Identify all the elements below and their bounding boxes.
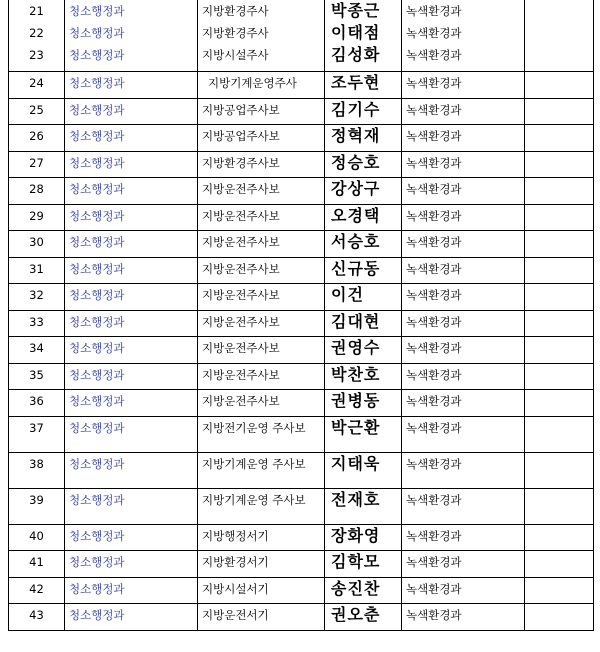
department-cell: 청소행정과: [65, 604, 198, 631]
assigned-office-cell: 녹색환경과: [402, 0, 525, 22]
staff-table: [8, 0, 594, 631]
remarks-cell: [525, 452, 594, 488]
department-cell: 청소행정과: [65, 488, 198, 524]
row-number: 27: [9, 151, 65, 178]
table-row: [9, 551, 594, 578]
table-row: [9, 125, 594, 152]
row-number: 24: [9, 71, 65, 98]
position-title-cell: 지방환경주사: [198, 22, 325, 44]
position-title-cell: 지방기계운영 주사보: [198, 452, 325, 488]
assigned-office-cell: 녹색환경과: [402, 44, 525, 71]
remarks-cell: [525, 416, 594, 452]
position-title-cell: 지방운전주사보: [198, 284, 325, 311]
table-row: [9, 452, 594, 488]
table-row: [9, 363, 594, 390]
row-number: 28: [9, 178, 65, 205]
person-name-cell: 박근환: [325, 416, 402, 452]
remarks-cell: [525, 551, 594, 578]
table-row: [9, 577, 594, 604]
department-cell: 청소행정과: [65, 231, 198, 258]
row-number: 29: [9, 204, 65, 231]
person-name-cell: 정승호: [325, 151, 402, 178]
department-cell: 청소행정과: [65, 310, 198, 337]
table-row: [9, 310, 594, 337]
row-number: 38: [9, 452, 65, 488]
row-number: 31: [9, 257, 65, 284]
remarks-cell: [525, 257, 594, 284]
person-name-cell: 조두현: [325, 71, 402, 98]
person-name-cell: 이태점: [325, 22, 402, 44]
assigned-office-cell: 녹색환경과: [402, 257, 525, 284]
department-cell: 청소행정과: [65, 551, 198, 578]
assigned-office-cell: 녹색환경과: [402, 452, 525, 488]
row-number: 40: [9, 524, 65, 551]
row-number: 23: [9, 44, 65, 71]
position-title-cell: 지방운전주사보: [198, 363, 325, 390]
department-cell: 청소행정과: [65, 416, 198, 452]
table-row: [9, 178, 594, 205]
position-title-cell: 지방공업주사보: [198, 125, 325, 152]
row-number: 36: [9, 390, 65, 417]
remarks-cell: [525, 151, 594, 178]
table-row: [9, 524, 594, 551]
row-number: 30: [9, 231, 65, 258]
remarks-cell: [525, 363, 594, 390]
position-title-cell: 지방기계운영주사: [198, 71, 325, 98]
position-title-cell: 지방시설주사: [198, 44, 325, 71]
assigned-office-cell: 녹색환경과: [402, 151, 525, 178]
assigned-office-cell: 녹색환경과: [402, 71, 525, 98]
row-number: 34: [9, 337, 65, 364]
person-name-cell: 김대현: [325, 310, 402, 337]
table-row: [9, 204, 594, 231]
person-name-cell: 김기수: [325, 98, 402, 125]
row-number: 41: [9, 551, 65, 578]
person-name-cell: 김성화: [325, 44, 402, 71]
person-name-cell: 권오춘: [325, 604, 402, 631]
assigned-office-cell: 녹색환경과: [402, 204, 525, 231]
department-cell: 청소행정과: [65, 71, 198, 98]
assigned-office-cell: 녹색환경과: [402, 551, 525, 578]
department-cell: 청소행정과: [65, 178, 198, 205]
remarks-cell: [525, 0, 594, 22]
assigned-office-cell: 녹색환경과: [402, 178, 525, 205]
assigned-office-cell: 녹색환경과: [402, 524, 525, 551]
remarks-cell: [525, 524, 594, 551]
row-number: 42: [9, 577, 65, 604]
person-name-cell: 박찬호: [325, 363, 402, 390]
department-cell: 청소행정과: [65, 257, 198, 284]
department-cell: 청소행정과: [65, 204, 198, 231]
position-title-cell: 지방환경서기: [198, 551, 325, 578]
table-row: [9, 151, 594, 178]
table-row: [9, 44, 594, 71]
person-name-cell: 장화영: [325, 524, 402, 551]
person-name-cell: 신규동: [325, 257, 402, 284]
department-cell: 청소행정과: [65, 125, 198, 152]
assigned-office-cell: 녹색환경과: [402, 416, 525, 452]
person-name-cell: 송진찬: [325, 577, 402, 604]
row-number: 22: [9, 22, 65, 44]
row-number: 35: [9, 363, 65, 390]
table-row: [9, 0, 594, 22]
staff-table-body: [9, 0, 594, 630]
person-name-cell: 정혁재: [325, 125, 402, 152]
remarks-cell: [525, 310, 594, 337]
remarks-cell: [525, 98, 594, 125]
assigned-office-cell: 녹색환경과: [402, 363, 525, 390]
row-number: 32: [9, 284, 65, 311]
person-name-cell: 서승호: [325, 231, 402, 258]
position-title-cell: 지방환경주사보: [198, 151, 325, 178]
department-cell: 청소행정과: [65, 44, 198, 71]
assigned-office-cell: 녹색환경과: [402, 22, 525, 44]
person-name-cell: 오경택: [325, 204, 402, 231]
remarks-cell: [525, 577, 594, 604]
position-title-cell: 지방공업주사보: [198, 98, 325, 125]
department-cell: 청소행정과: [65, 284, 198, 311]
position-title-cell: 지방운전주사보: [198, 178, 325, 205]
remarks-cell: [525, 178, 594, 205]
assigned-office-cell: 녹색환경과: [402, 231, 525, 258]
remarks-cell: [525, 125, 594, 152]
position-title-cell: 지방운전주사보: [198, 204, 325, 231]
table-row: [9, 390, 594, 417]
assigned-office-cell: 녹색환경과: [402, 125, 525, 152]
department-cell: 청소행정과: [65, 151, 198, 178]
position-title-cell: 지방환경주사: [198, 0, 325, 22]
remarks-cell: [525, 488, 594, 524]
department-cell: 청소행정과: [65, 337, 198, 364]
remarks-cell: [525, 44, 594, 71]
department-cell: 청소행정과: [65, 98, 198, 125]
row-number: 39: [9, 488, 65, 524]
row-number: 37: [9, 416, 65, 452]
person-name-cell: 이건: [325, 284, 402, 311]
remarks-cell: [525, 22, 594, 44]
table-row: [9, 604, 594, 631]
person-name-cell: 박종근: [325, 0, 402, 22]
row-number: 21: [9, 0, 65, 22]
assigned-office-cell: 녹색환경과: [402, 488, 525, 524]
row-number: 26: [9, 125, 65, 152]
remarks-cell: [525, 390, 594, 417]
row-number: 25: [9, 98, 65, 125]
assigned-office-cell: 녹색환경과: [402, 577, 525, 604]
position-title-cell: 지방운전주사보: [198, 257, 325, 284]
remarks-cell: [525, 71, 594, 98]
department-cell: 청소행정과: [65, 524, 198, 551]
assigned-office-cell: 녹색환경과: [402, 390, 525, 417]
table-row: [9, 284, 594, 311]
remarks-cell: [525, 284, 594, 311]
assigned-office-cell: 녹색환경과: [402, 98, 525, 125]
table-row: [9, 71, 594, 98]
person-name-cell: 지태욱: [325, 452, 402, 488]
department-cell: 청소행정과: [65, 390, 198, 417]
position-title-cell: 지방운전주사보: [198, 390, 325, 417]
row-number: 33: [9, 310, 65, 337]
department-cell: 청소행정과: [65, 22, 198, 44]
department-cell: 청소행정과: [65, 577, 198, 604]
assigned-office-cell: 녹색환경과: [402, 284, 525, 311]
table-row: [9, 257, 594, 284]
department-cell: 청소행정과: [65, 452, 198, 488]
table-row: [9, 488, 594, 524]
position-title-cell: 지방운전주사보: [198, 337, 325, 364]
assigned-office-cell: 녹색환경과: [402, 310, 525, 337]
person-name-cell: 전재호: [325, 488, 402, 524]
remarks-cell: [525, 231, 594, 258]
person-name-cell: 강상구: [325, 178, 402, 205]
position-title-cell: 지방운전주사보: [198, 231, 325, 258]
position-title-cell: 지방운전주사보: [198, 310, 325, 337]
remarks-cell: [525, 337, 594, 364]
position-title-cell: 지방운전서기: [198, 604, 325, 631]
remarks-cell: [525, 604, 594, 631]
assigned-office-cell: 녹색환경과: [402, 604, 525, 631]
department-cell: 청소행정과: [65, 0, 198, 22]
position-title-cell: 지방시설서기: [198, 577, 325, 604]
person-name-cell: 김학모: [325, 551, 402, 578]
position-title-cell: 지방기계운영 주사보: [198, 488, 325, 524]
person-name-cell: 권병동: [325, 390, 402, 417]
department-cell: 청소행정과: [65, 363, 198, 390]
position-title-cell: 지방행정서기: [198, 524, 325, 551]
position-title-cell: 지방전기운영 주사보: [198, 416, 325, 452]
table-row: [9, 416, 594, 452]
remarks-cell: [525, 204, 594, 231]
table-row: [9, 337, 594, 364]
table-row: [9, 98, 594, 125]
table-row: [9, 22, 594, 44]
person-name-cell: 권영수: [325, 337, 402, 364]
assigned-office-cell: 녹색환경과: [402, 337, 525, 364]
row-number: 43: [9, 604, 65, 631]
table-row: [9, 231, 594, 258]
